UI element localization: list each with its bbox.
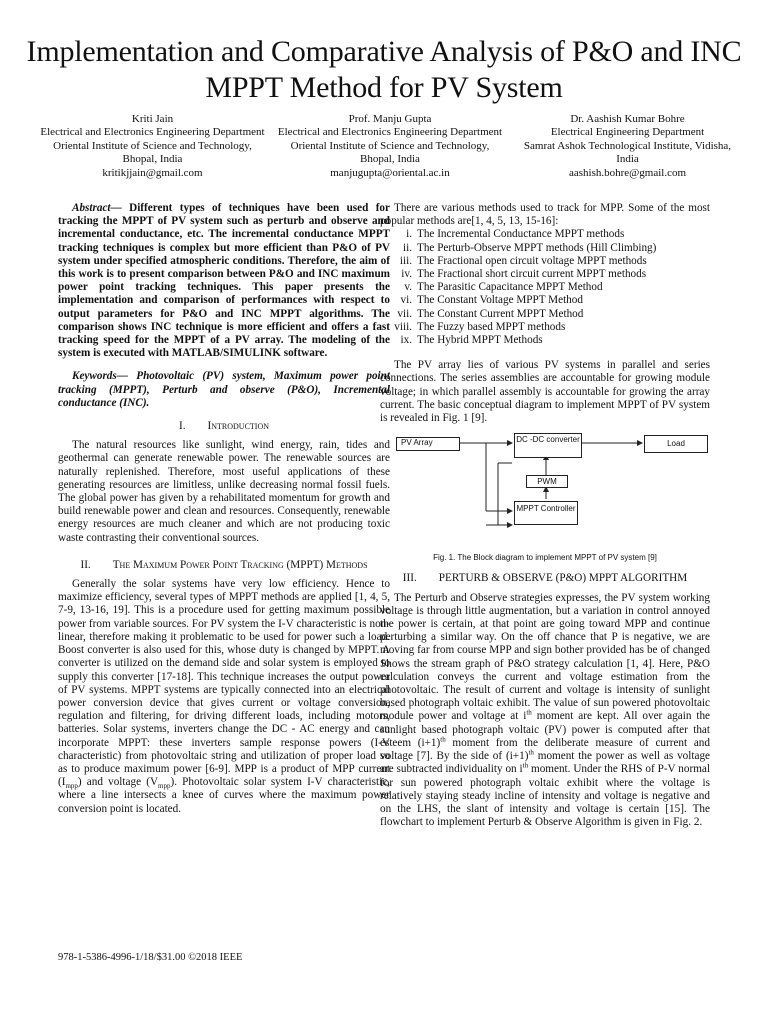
author-name: Dr. Aashish Kumar Bohre — [570, 113, 685, 125]
superscript: th — [526, 708, 532, 717]
author-affiliation: Electrical and Electronics Engineering Department — [40, 126, 265, 139]
method-item — [380, 255, 710, 268]
method-item — [380, 281, 710, 294]
mppt-text: ) and voltage (V — [77, 776, 159, 789]
method-item — [380, 294, 710, 307]
mppt-paragraph — [58, 578, 390, 816]
subscript: mpp — [65, 782, 78, 791]
po-text: moment. Under the RHS of P-V normal for sun powered photograph voltaic exhibit where the voltage is relatively staying steady incline of intensity and voltage is negative and on the LHS, the slant of intensity and voltage is certain [15]. The flowchart to implement Perturb & Observe Algorithm is given in Fig. 2. — [380, 763, 710, 829]
method-number: vii. — [397, 307, 412, 320]
right-column — [380, 202, 710, 829]
method-text: The Parasitic Capacitance MPPT Method — [417, 281, 603, 294]
method-number: iii. — [399, 254, 412, 267]
author-name: Kriti Jain — [131, 113, 174, 125]
author-affiliation: Electrical and Electronics Engineering Department — [277, 126, 503, 139]
method-number: viii. — [394, 320, 412, 333]
po-text: The Perturb and Observe strategies expresses, the PV system working voltage is through little augmentation, but a variation in control annoyed the power is certain, at that point are going toward MPP and continue perturbing a similar way. On the off chance that P is negative, we are moving far from course MPP and sign bother provided has be of changed Shows the stream graph of P&O strategy calculation [1, 4]. Here, P&O calculation conveys the current and voltage estimation from the photovoltaic. The result of current and voltage is intensity of sunlight based photograph voltaic exhibit. The value of sun powered photovoltaic module power and voltage at i — [380, 591, 710, 723]
figure-caption: Fig. 1. The Block diagram to implement MPPT of PV system [9] — [433, 553, 657, 563]
method-text: The Incremental Conductance MPPT methods — [417, 228, 625, 241]
author-affiliation: Electrical Engineering Department — [550, 126, 705, 139]
po-text: moment from the deliberate measure of current and voltage [7]. By the side of (i+1) — [380, 736, 710, 763]
method-item — [380, 308, 710, 321]
author-3 — [515, 113, 740, 180]
method-item — [380, 228, 710, 241]
keywords — [58, 370, 390, 410]
mppt-text: ). Photovoltaic solar system I-V characteristic, where a line intersects a knee of curves where the maximum power conversion point is located. — [58, 776, 390, 815]
section-number: II. — [80, 558, 91, 571]
superscript: th — [440, 735, 446, 744]
abstract-label: Abstract — [72, 202, 111, 214]
superscript: th — [528, 748, 534, 757]
abstract-text: — Different types of techniques have been used for tracking the MPPT of PV system such as perturb and observe and incremental conductance, etc. The incremental conductance MPPT tracking techniques is complex but more efficient than P&O of PV system under specified atmospheric conditions. Therefore, the aim of this work is to present comparison between P&O and INC maximum power point tracking techniques. This paper presents the implementation and comparison of performances with respect to output parameters for P&O and INC MPPT algorithms. The comparison shows INC technique is more efficient and offers a fast tracking speed for the MPPT of a PV array. The modeling of the system is executed with MATLAB/SIMULINK software. — [58, 202, 390, 360]
method-number: iv. — [401, 268, 412, 281]
perturb-observe-paragraph — [380, 592, 710, 830]
method-text: The Fuzzy based MPPT methods — [417, 320, 566, 333]
pv-array-paragraph: The PV array lies of various PV systems in parallel and series connections. The series assemblies are accountable for growing module voltage; in which parallel assembly is accountable for growing the array current. The basic conceptual diagram to implement MPPT of PV system is revealed in Fig. 1 [9]. — [380, 359, 710, 425]
superscript: th — [522, 761, 529, 770]
mppt-controller-box: MPPT Controller — [514, 501, 578, 525]
method-number: ii. — [402, 241, 412, 254]
method-item — [380, 334, 710, 347]
section-number: III. — [402, 572, 417, 585]
methods-intro: There are various methods used to track for MPP. Some of the most popular methods are[1, 4, 5, 13, 15-16]: — [380, 202, 710, 228]
method-number: vi. — [400, 294, 412, 307]
po-text: moment the power as well as voltage are subtracted individuality on i — [380, 750, 711, 776]
author-email: manjugupta@oriental.ac.in — [330, 166, 450, 179]
author-affiliation: Oriental Institute of Science and Technology, Bhopal, India — [53, 139, 252, 166]
subscript: mpp — [158, 782, 171, 791]
section-title: Introduction — [207, 420, 270, 433]
author-email: aashish.bohre@gmail.com — [568, 166, 687, 179]
po-text: moment are kept. All over again the sunlight based photograph voltaic (PV) power is computed after that esteem (i+1) — [380, 710, 710, 749]
section-number: I. — [178, 420, 186, 433]
method-number: v. — [404, 281, 412, 294]
author-affiliation: Oriental Institute of Science and Technology, Bhopal, India — [290, 139, 490, 166]
method-item — [380, 268, 710, 281]
intro-paragraph: The natural resources like sunlight, wind energy, rain, tides and geothermal can generate renewable power. The renewable sources are naturally replenished. Therefore, most useful applications of these generating resources are limitless, unlike decreasing normal fossil fuels. The global power has given by a rehabilitated momentum for growth and build renewable power and clean and resources. Consequently, renewable energy resources are much cleaner and which are not producing toxic waste contrasting their conventional sources. — [58, 439, 390, 544]
methods-list — [380, 228, 710, 347]
method-number: ix. — [400, 334, 412, 347]
load-box: Load — [644, 435, 708, 453]
method-text: The Fractional open circuit voltage MPPT methods — [417, 254, 647, 267]
method-text: The Perturb-Observe MPPT methods (Hill Climbing) — [417, 241, 657, 254]
left-column — [58, 202, 390, 816]
section-title: The Maximum Power Point Tracking (MPPT) Methods — [112, 558, 368, 571]
method-text: The Constant Current MPPT Method — [417, 307, 584, 320]
author-email: kritikjjain@gmail.com — [102, 166, 203, 179]
method-text: The Hybrid MPPT Methods — [417, 334, 543, 347]
author-name: Prof. Manju Gupta — [348, 113, 432, 125]
method-item — [380, 242, 710, 255]
paper-title: Implementation and Comparative Analysis of P&O and INC MPPT Method for PV System — [26, 35, 742, 104]
author-2 — [278, 113, 503, 180]
dcdc-converter-box: DC -DC converter — [514, 433, 582, 458]
section-heading-1 — [58, 420, 390, 433]
pv-array-box: PV Array — [396, 437, 460, 451]
author-1 — [40, 113, 265, 180]
author-affiliation: Samrat Ashok Technological Institute, Vidisha, India — [523, 139, 732, 166]
section-heading-2 — [58, 559, 390, 572]
copyright-footer: 978-1-5386-4996-1/18/$31.00 ©2018 IEEE — [58, 952, 243, 963]
method-item — [380, 321, 710, 334]
pwm-box: PWM — [526, 475, 568, 488]
mppt-text: Generally the solar systems have very low efficiency. Hence to maximize efficiency, several types of MPPT methods are applied [1, 4, 5, 7-9, 13-16, 19]. This is a procedure used for getting maximum possible power from variable sources. For PV system the I-V characteristic is non-linear, therefore making it problematic to be used for power such a load. Boost converter is also used for this, whose duty is changed by MPPT. A converter is utilized on the demand side and solar system is employed to supply this converter [17-18]. This technique increases the output power of PV systems. MPPT systems are typically connected into an electrical power conversion device that gives current or voltage conversion, regulation and filtering, for driving different loads, including motors, batteries. Solar systems, inverters change the DC - AC energy and can incorporate MPPT: these inverters sample response powers (I-V characteristic) from photovoltaic string and utilization of proper load so as to produce maximum power [6-9]. MPP is a product of MPP current (I — [58, 578, 390, 789]
block-diagram — [394, 433, 714, 543]
method-text: The Constant Voltage MPPT Method — [417, 294, 583, 307]
method-number: i. — [406, 228, 412, 241]
keywords-text: — Photovoltaic (PV) system, Maximum power point tracking (MPPT), Perturb and observe (P&O), Incremental conductance (INC). — [58, 370, 390, 409]
method-text: The Fractional short circuit current MPPT methods — [417, 268, 647, 281]
abstract — [58, 202, 390, 360]
section-title: PERTURB & OBSERVE (P&O) MPPT ALGORITHM — [438, 572, 688, 585]
section-heading-3 — [380, 572, 710, 585]
author-block — [40, 113, 740, 180]
keywords-label: Keywords — [72, 370, 117, 383]
